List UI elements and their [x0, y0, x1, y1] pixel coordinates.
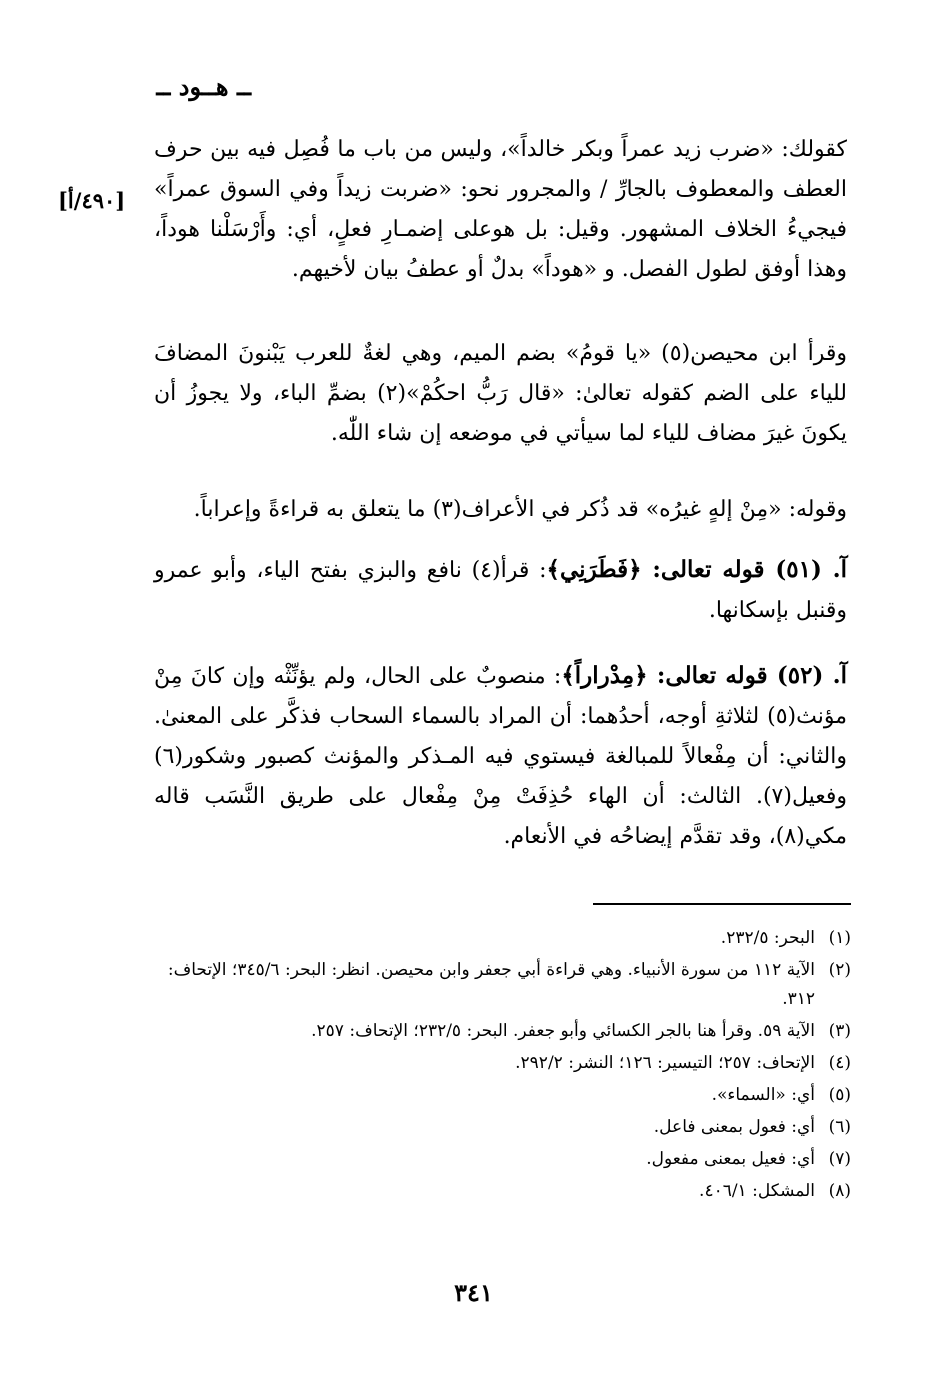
footnote-number: (٣) — [828, 1021, 851, 1041]
verse-52-text — [154, 656, 847, 857]
footnote-number: (٨) — [828, 1181, 851, 1201]
paragraph-1-text: كقولك: «ضرب زيد عمراً وبكر خالداً»، وليس من باب ما فُصِل فيه بين حرف العطف والمعطوف بالجارِّ / والمجرور نحو: «ضربت زيداً وفي السوق عمراً» فيجيءُ الخلاف المشهور. وقيل: بل هوعلى إضمـارِ فعلٍ، أي: وأَرْسَلْنا هوداً، وهذا أوفق لطول الفصل. و «هوداً» بدلٌ أو عطفُ بيان لأخيهم. — [154, 137, 847, 282]
footnote-number: (٥) — [828, 1085, 851, 1105]
footnote-number: (٧) — [828, 1149, 851, 1169]
manuscript-folio-reference: [٤٩٠/أ] — [58, 188, 126, 213]
footnote-item — [151, 1081, 851, 1110]
footnote-text: البحر: ٢٣٢/٥. — [720, 928, 815, 948]
footnote-number: (٦) — [828, 1117, 851, 1137]
verse-51-text — [154, 550, 847, 631]
footnote-text: أي: فعول بمعنى فاعل. — [653, 1117, 815, 1137]
page-number: ٣٤١ — [454, 1278, 493, 1307]
verse-52-body: : منصوبٌ على الحال، ولم يؤنِّثْه وإن كانَ مِنْ مؤنث(٥) لثلاثةِ أوجه، أحدُهما: أن المراد بالسماء السحاب فذكَّر على المعنىٰ. والثاني: أن مِفْعالاً للمبالغة فيستوي فيه المـذكر والمؤنث كصبور وشكور(٦) وفعيل(٧). الثالث: أن الهاء حُذِفَتْ مِنْ مِفْعال على طريق النَّسَب قاله مكي(٨)، وقد تقدَّم إيضاحُه في الأنعام. — [154, 664, 847, 849]
footnote-item — [151, 1145, 851, 1174]
footnote-number: (٤) — [828, 1053, 851, 1073]
footnote-text: المشكل: ٤٠٦/١. — [699, 1181, 815, 1201]
verse-52-commentary — [154, 656, 847, 857]
footnote-text: أي: «السماء». — [711, 1085, 815, 1105]
verse-51-commentary — [154, 550, 847, 631]
verse-51-heading: آ. (٥١) قوله تعالى: ﴿فَطَرَنِي﴾ — [546, 556, 847, 583]
footnote-text: الآية ٥٩. وقرأ هنا بالجر الكسائي وأبو جعفر. البحر: ٢٣٢/٥؛ الإتحاف: ٢٥٧. — [311, 1021, 815, 1041]
paragraph-1 — [154, 130, 847, 290]
paragraph-2-text: وقرأ ابن محيصن(٥) «يا قومُ» بضم الميم، وهي لغةٌ للعرب يَبْنونَ المضافَ للياء على الضم كقوله تعالىٰ: «قال رَبُّ احكُمْ»(٢) بضمِّ الباء، ولا يجوزُ أن يكونَ غيرَ مضاف للياء لما سيأتي في موضعه إن شاء اللّٰه. — [154, 341, 847, 446]
running-header: ــ هــود ــ — [156, 72, 251, 101]
footnote-item — [151, 1049, 851, 1078]
footnote-item — [151, 1113, 851, 1142]
paragraph-3-text: وقوله: «مِنْ إلهٍ غيرُه» قد ذُكر في الأعراف(٣) ما يتعلق به قراءةً وإعراباً. — [193, 497, 847, 522]
footnote-text: أي: فعيل بمعنى مفعول. — [646, 1149, 815, 1169]
footnote-item — [151, 1017, 851, 1046]
footnote-item — [151, 924, 851, 953]
footnotes-list — [151, 924, 851, 1209]
footnote-number: (٢) — [828, 960, 851, 980]
footnote-separator — [593, 903, 851, 905]
paragraph-3 — [154, 490, 847, 530]
footnote-text: الآية ١١٢ من سورة الأنبياء. وهي قراءة أبي جعفر وابن محيصن. انظر: البحر: ٣٤٥/٦؛ الإتحاف: ٣١٢. — [167, 960, 815, 1009]
verse-52-heading: آ. (٥٢) قوله تعالى: ﴿مِدْراراً﴾ — [561, 662, 847, 689]
footnote-number: (١) — [828, 928, 851, 948]
footnote-text: الإتحاف: ٢٥٧؛ التيسير: ١٢٦؛ النشر: ٢٩٢/٢. — [515, 1053, 815, 1073]
footnote-item — [151, 1177, 851, 1206]
verse-51-body: : قرأ(٤) نافع والبزي بفتح الياء، وأبو عمرو وقنبل بإسكانها. — [154, 558, 847, 623]
paragraph-2 — [154, 334, 847, 454]
footnote-item — [151, 956, 851, 1014]
